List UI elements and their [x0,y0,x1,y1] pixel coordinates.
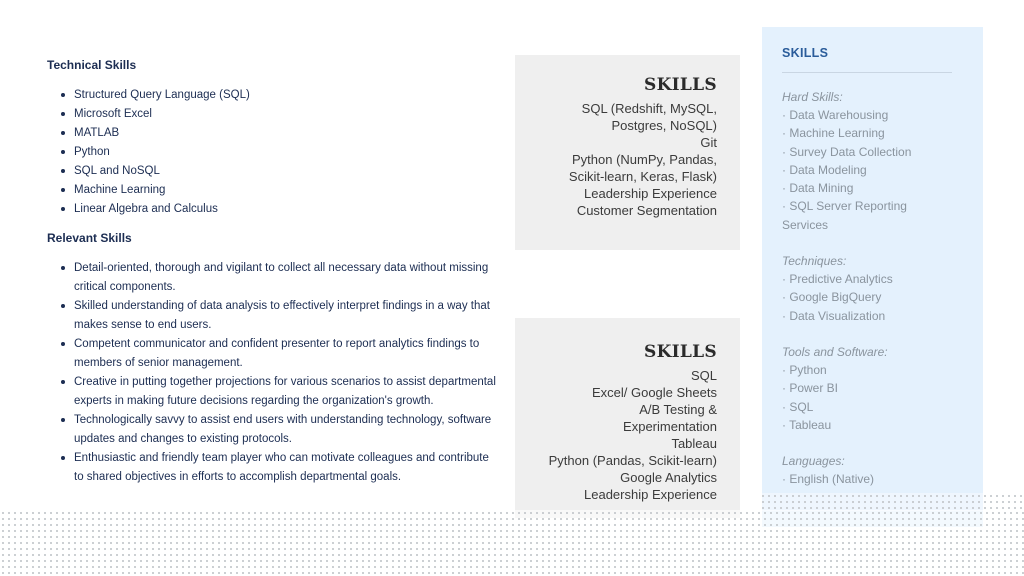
skill-line: SQL (Redshift, MySQL, [581,101,717,116]
skill-line: Customer Segmentation [576,203,717,218]
skill-item: Services [782,217,829,232]
skill-line: Leadership Experience [584,487,717,502]
skills-card-2 [515,318,740,518]
skill-line: A/B Testing & [639,402,717,417]
skill-line: Leadership Experience [584,186,717,201]
skill-line: Experimentation [623,419,717,434]
skill-line: Python (Pandas, Scikit-learn) [548,453,717,468]
divider [782,72,952,73]
skill-line: Scikit-learn, Keras, Flask) [568,169,717,184]
dot-pattern-overlay [0,510,1024,576]
list-item: SQL and NoSQL [61,162,499,181]
skill-item: · Tableau [782,417,832,432]
skill-item: · Python [782,362,827,377]
skills-card-1 [515,55,740,250]
skill-line: Google Analytics [620,470,717,485]
skill-line: Excel/ Google Sheets [591,385,717,400]
tools-label: Tools and Software: [782,344,888,359]
technical-skills-heading: Technical Skills [47,58,137,72]
skill-line: Python (NumPy, Pandas, [572,152,717,167]
skill-item: · Data Modeling [782,162,867,177]
skill-item: · Machine Learning [782,126,885,141]
skill-line: SQL [690,368,717,383]
skill-item: · SQL Server Reporting [782,199,907,214]
list-item: Python [61,143,499,162]
list-item: Technologically savvy to assist end users with understanding technology, software updates and changes to existing protocols. [61,411,499,449]
skills-sidebar-panel [762,27,983,527]
list-item: Linear Algebra and Calculus [61,200,499,219]
skill-line: Postgres, NoSQL) [611,118,717,133]
relevant-skills-list [47,259,499,487]
skill-item: · Google BigQuery [782,290,882,305]
skills-card-heading: SKILLS [644,342,717,362]
skill-item: · Power BI [782,381,839,396]
skills-card-heading: SKILLS [644,75,717,95]
list-item: Detail-oriented, thorough and vigilant to collect all necessary data without missing critical components. [61,259,499,297]
list-item: Machine Learning [61,181,499,200]
skill-item: · Data Mining [782,181,854,196]
skill-item: · Survey Data Collection [782,144,912,159]
panel-heading: SKILLS [782,46,829,60]
skill-item: · Predictive Analytics [782,272,893,287]
resume-text-column [47,58,499,487]
skill-item: · Data Warehousing [782,108,889,122]
list-item: Enthusiastic and friendly team player who can motivate colleagues and contribute to shared objectives in efforts to accomplish departmental goals. [61,449,499,487]
skill-line: Tableau [671,436,717,451]
dot-pattern-overlay [760,493,1024,511]
hard-skills-label: Hard Skills: [782,90,843,104]
list-item: MATLAB [61,124,499,143]
skill-item: · Data Visualization [782,308,886,323]
list-item: Skilled understanding of data analysis to effectively interpret findings in a way that makes sense to end users. [61,297,499,335]
list-item: Competent communicator and confident presenter to report analytics findings to members of senior management. [61,335,499,373]
list-item: Microsoft Excel [61,105,499,124]
techniques-label: Techniques: [782,254,847,269]
skill-line: Git [700,135,717,150]
skill-item: · English (Native) [782,472,875,487]
relevant-skills-heading: Relevant Skills [47,231,132,245]
technical-skills-list [47,86,499,219]
list-item: Structured Query Language (SQL) [61,86,499,105]
languages-label: Languages: [782,454,845,469]
list-item: Creative in putting together projections for various scenarios to assist departmental experts in making future decisions regarding the organization's growth. [61,373,499,411]
skill-item: · SQL [782,399,814,414]
